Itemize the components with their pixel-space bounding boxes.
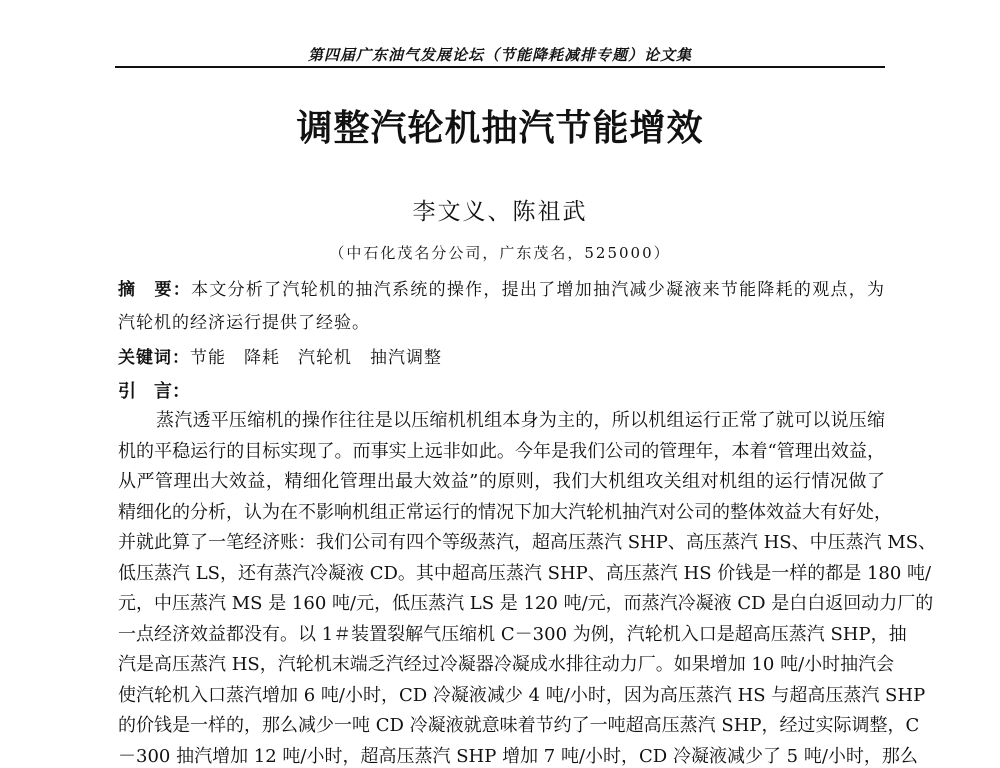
- authors: 李文义、陈祖武: [412, 199, 588, 225]
- body-line: 从严管理出大效益，精细化管理出最大效益”的原则，我们大机组攻关组对机组的运行情况做了: [118, 471, 885, 492]
- abstract-line: [118, 279, 885, 301]
- body-line: 的价钱是一样的，那么减少一吨 CD 冷凝液就意味着节约了一吨超高压蒸汽 SHP，经过实际调整，C: [118, 715, 920, 736]
- keywords-label: 关键词：: [118, 348, 190, 368]
- abstract-line: 汽轮机的经济运行提供了经验。: [118, 313, 370, 333]
- header-rule: [115, 66, 885, 68]
- body-line: 低压蒸汽 LS，还有蒸汽冷凝液 CD。其中超高压蒸汽 SHP、高压蒸汽 HS 价钱是一样的都是 180 吨/: [118, 562, 932, 584]
- affiliation: （中石化茂名分公司，广东茂名，525000）: [329, 244, 671, 262]
- running-head: 第四届广东油气发展论坛（节能降耗减排专题）论文集: [307, 46, 692, 64]
- body-line: 元，中压蒸汽 MS 是 160 吨/元，低压蒸汽 LS 是 120 吨/元，而蒸汽冷凝液 CD 是白白返回动力厂的: [118, 593, 934, 614]
- intro-heading-text: 引 言：: [118, 381, 190, 402]
- body-line: 并就此算了一笔经济账：我们公司有四个等级蒸汽，超高压蒸汽 SHP、高压蒸汽 HS、中压蒸汽 MS、: [118, 532, 937, 553]
- body-line: 机的平稳运行的目标实现了。而事实上远非如此。今年是我们公司的管理年，本着“管理出效益，: [118, 440, 885, 462]
- intro-heading: [118, 381, 885, 403]
- abstract-text: 本文分析了汽轮机的抽汽系统的操作，提出了增加抽汽减少凝液来节能降耗的观点，为: [191, 280, 886, 300]
- body-line: 一点经济效益都没有。以 1＃装置裂解气压缩机 C－300 为例，汽轮机入口是超高压蒸汽 SHP，抽: [118, 623, 907, 645]
- keywords-line: [118, 347, 885, 369]
- abstract-label: 摘 要：: [118, 280, 192, 300]
- body-line: 精细化的分析，认为在不影响机组正常运行的情况下加大汽轮机抽汽对公司的整体效益大有好处，: [118, 501, 892, 523]
- paper-title: 调整汽轮机抽汽节能增效: [296, 108, 704, 149]
- body-line: 蒸汽透平压缩机的操作往往是以压缩机机组本身为主的，所以机组运行正常了就可以说压缩: [156, 410, 885, 431]
- body-line: －300 抽汽增加 12 吨/小时，超高压蒸汽 SHP 增加 7 吨/小时，CD 冷凝液减少了 5 吨/小时，那么: [118, 745, 918, 767]
- keywords: 节能 降耗 汽轮机 抽汽调整: [190, 348, 442, 368]
- body-line: 汽是高压蒸汽 HS，汽轮机末端乏汽经过冷凝器冷凝成水排往动力厂。如果增加 10 吨/小时抽汽会: [118, 654, 895, 675]
- body-line: 使汽轮机入口蒸汽增加 6 吨/小时，CD 冷凝液减少 4 吨/小时，因为高压蒸汽 HS 与超高压蒸汽 SHP: [118, 684, 926, 706]
